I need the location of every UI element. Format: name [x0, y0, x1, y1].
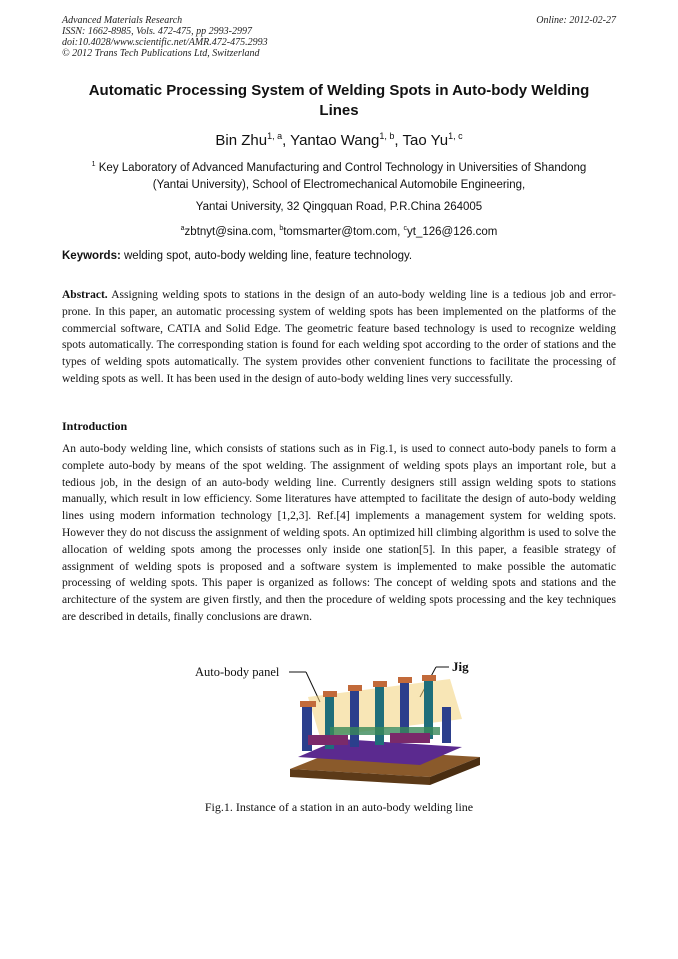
- jig-block: [308, 735, 348, 745]
- affiliation: [62, 156, 616, 241]
- email-link[interactable]: yt_126@126.com: [407, 225, 498, 238]
- jig-clamp: [300, 701, 316, 707]
- title-line-2: Lines: [319, 102, 359, 119]
- email-link[interactable]: zbtnyt@sina.com: [184, 225, 273, 238]
- jig-column: [350, 689, 359, 747]
- jig-block: [390, 733, 430, 743]
- section-heading: Introduction: [62, 419, 128, 433]
- online-date: Online: 2012-02-27: [536, 15, 616, 26]
- email-sup: b: [279, 224, 284, 232]
- jig-column: [442, 707, 451, 743]
- author-sup: 1, c: [448, 131, 463, 141]
- keywords-label: Keywords:: [62, 250, 121, 262]
- affiliation-line-3: Yantai University, 32 Qingquan Road, P.R.China 264005: [195, 200, 483, 213]
- abstract-label: Abstract.: [62, 289, 108, 301]
- doi-line: doi:10.4028/www.scientific.net/AMR.472-475.2993: [62, 37, 268, 48]
- jig-clamp: [348, 685, 362, 691]
- jig-clamp: [422, 675, 436, 681]
- email-line: $^a$zbtnyt@sina.com, $^b$tomsmarter@tom.com, $^c$yt_126@126.com: [180, 224, 498, 238]
- station-illustration: [190, 657, 490, 789]
- keywords: [62, 250, 616, 262]
- email-sup: c: [403, 224, 408, 232]
- introduction-body: An auto-body welding line, which consists of stations such as in Fig.1, is used to connect auto-body panels to form a complete auto-body by means of the spot welding. The assignment of welding spots plays an important role, but a tedious job, in the design of an auto-body welding line. Currently designers still assign welding spots to stations manually, which result in low efficiency. Some literatures have attempted to facilitate the design of auto-body welding lines using modern information technology [1,2,3]. Ref.[4] implements a management system for welding spots. However they do not discuss the assignment of welding spots. An optimized hill climbing algorithm is used to solve the allocation of welding spots among the processes only inside one station[5]. In this paper, a feasible strategy of assignment of welding spots is proposed and a software system is implemented to make possible the automatic processing of welding spots. This paper is organized as follows: The concept of welding spots and stations and the architecture of the system are given firstly, and then the procedure of welding spots processing and the key techniques are described in details, finally conclusions are drawn.: [62, 443, 616, 623]
- page-header: [62, 15, 616, 59]
- label-auto-body-panel: Auto-body panel: [195, 665, 280, 679]
- paper-title: [62, 81, 616, 121]
- journal-name: Advanced Materials Research: [62, 15, 183, 26]
- issn-line: ISSN: 1662-8985, Vols. 472-475, pp 2993-2997: [62, 26, 252, 37]
- author-name: Bin Zhu: [215, 132, 268, 149]
- author-sup: 1, a: [267, 131, 283, 141]
- jig-column: [375, 685, 384, 745]
- jig-clamp: [398, 677, 412, 683]
- abstract-text: Assigning welding spots to stations in the design of an auto-body welding line is a tedious job and error-prone. In this paper, an automatic processing system of welding spots has been implemented on the platforms of the commercial software, CATIA and Solid Edge. The geometric feature based technology is used to recognize welding spots automatically. The corresponding station is found for each welding spot according to the order of stations and the types of welding spots automatically. The system provides other convenient functions to facilitate the processing of welding spots as well. It has been used in the design of auto-body welding lines very successfully.: [62, 289, 616, 385]
- affiliation-line-1: Key Laboratory of Advanced Manufacturing and Control Technology in Universities of Shandong: [98, 161, 587, 174]
- author-sup: 1, b: [379, 131, 395, 141]
- keywords-text: welding spot, auto-body welding line, feature technology.: [124, 250, 413, 262]
- title-line-1: Automatic Processing System of Welding Spots in Auto-body Welding: [88, 82, 590, 99]
- label-jig: Jig: [452, 659, 469, 674]
- author-name: Yantao Wang: [290, 132, 380, 149]
- affiliation-sup: 1: [91, 161, 96, 168]
- figure-1: [190, 657, 490, 789]
- abstract: [62, 287, 616, 388]
- figure-caption: Fig.1. Instance of a station in an auto-body welding line: [204, 800, 474, 814]
- jig-clamp: [323, 691, 337, 697]
- author-name: Tao Yu: [402, 132, 449, 149]
- jig-clamp: [373, 681, 387, 687]
- email-sup: a: [180, 224, 185, 232]
- email-link[interactable]: tomsmarter@tom.com: [283, 225, 398, 238]
- author-list: Bin Zhu$^{1, a}$, Yantao Wang$^{1, b}$, Tao Yu$^{1, c}$: [215, 131, 463, 149]
- copyright-line: © 2012 Trans Tech Publications Ltd, Switzerland: [62, 48, 260, 59]
- affiliation-line-2: (Yantai University), School of Electromechanical Automobile Engineering,: [152, 178, 526, 191]
